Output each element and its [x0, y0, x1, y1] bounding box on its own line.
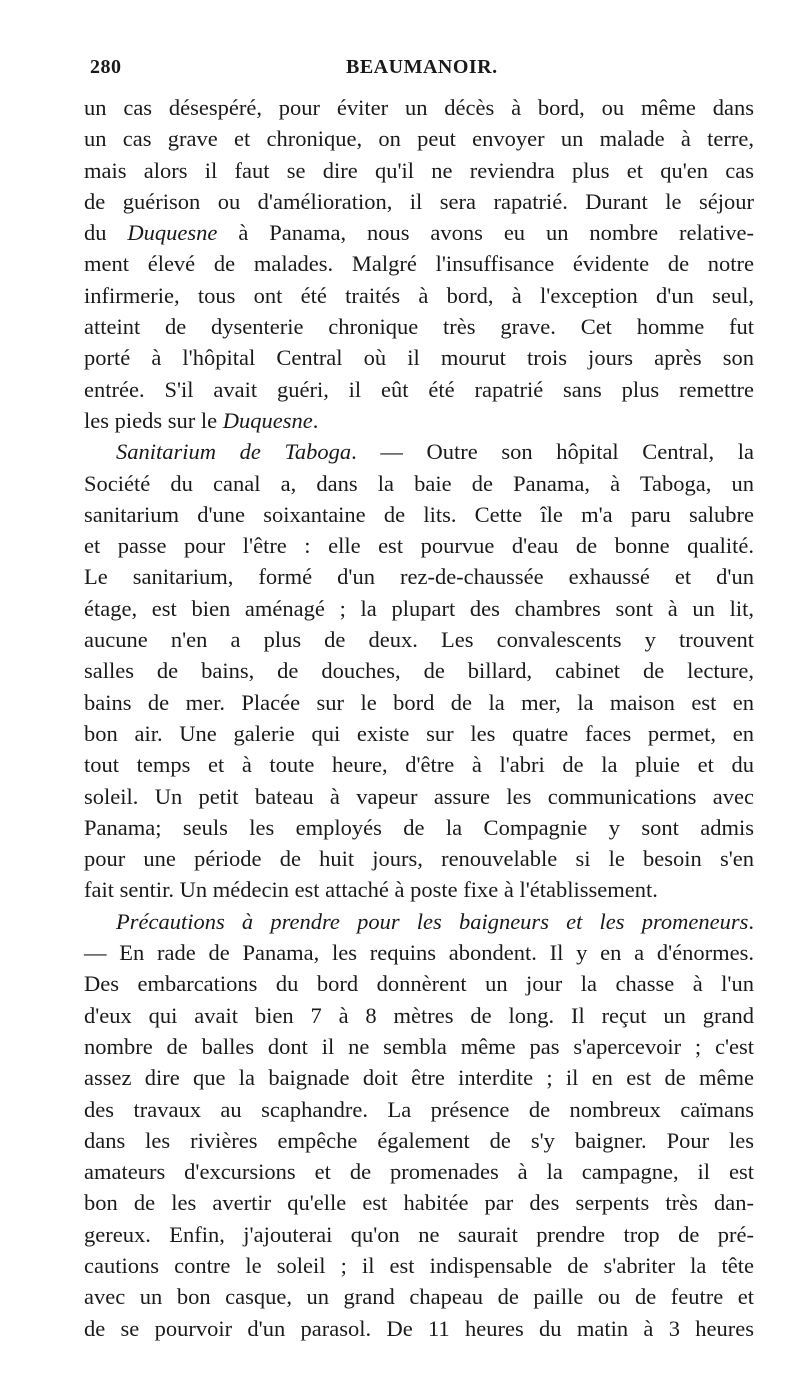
text-line: bains de mer. Placée sur le bord de la mer, la maison est en [84, 689, 754, 715]
text-line: gereux. Enfin, j'ajouterai qu'on ne saurait prendre trop de pré- [84, 1221, 754, 1247]
text-line: mais alors il faut se dire qu'il ne reviendra plus et qu'en cas [84, 157, 754, 183]
text-line: nombre de balles dont il ne sembla même pas s'apercevoir ; c'est [84, 1033, 754, 1059]
text-line: salles de bains, de douches, de billard, cabinet de lecture, [84, 658, 754, 684]
text-line: entrée. S'il avait guéri, il eût été rapatrié sans plus remettre [84, 376, 754, 402]
running-head: BEAUMANOIR. [346, 56, 498, 78]
text-line: étage, est bien aménagé ; la plupart des chambres sont à un lit, [84, 595, 754, 621]
body-text [84, 92, 754, 1344]
italic-text: Sanitarium de Taboga [116, 439, 352, 465]
text-line: bon de les avertir qu'elle est habitée par des serpents très dan- [84, 1190, 754, 1216]
text-line: de guérison ou d'amélioration, il sera rapatrié. Durant le séjour [84, 188, 754, 214]
text-line: d'eux qui avait bien 7 à 8 mètres de long. Il reçut un grand [84, 1002, 754, 1028]
line-text: . — Outre son hôpital Central, la [351, 439, 754, 465]
page-header [90, 56, 750, 86]
text-line: un cas grave et chronique, on peut envoyer un malade à terre, [84, 126, 754, 152]
line-text: les pieds sur le [84, 407, 223, 433]
text-line: cautions contre le soleil ; il est indispensable de s'abriter la tête [84, 1252, 754, 1278]
line-text: . [312, 407, 319, 433]
text-line: un cas désespéré, pour éviter un décès à bord, ou même dans [84, 95, 754, 120]
italic-text: Duquesne [222, 407, 313, 433]
italic-text: Précautions à prendre pour les baigneurs et les promeneurs [116, 908, 749, 934]
line-text: du [84, 220, 128, 246]
text-line [84, 436, 754, 467]
text-line: atteint de dysenterie chronique très grave. Cet homme fut [84, 314, 754, 340]
text-line [84, 217, 754, 248]
text-line: assez dire que la baignade doit être interdite ; il en est de même [84, 1065, 754, 1091]
text-line: des travaux au scaphandre. La présence de nombreux caïmans [84, 1096, 754, 1122]
text-line: de se pourvoir d'un parasol. De 11 heures du matin à 3 heures [84, 1315, 754, 1341]
text-line: Des embarcations du bord donnèrent un jour la chasse à l'un [84, 971, 754, 997]
text-line: aucune n'en a plus de deux. Les convalescents y trouvent [84, 627, 754, 653]
text-line: dans les rivières empêche également de s'y baigner. Pour les [84, 1127, 754, 1153]
text-line: fait sentir. Un médecin est attaché à poste fixe à l'établissement. [84, 877, 658, 903]
italic-text: Duquesne [127, 220, 218, 246]
text-line [84, 906, 754, 937]
text-line: avec un bon casque, un grand chapeau de paille ou de feutre et [84, 1284, 754, 1310]
text-line: bon air. Une galerie qui existe sur les quatre faces permet, en [84, 720, 754, 746]
line-text: . [748, 908, 754, 934]
text-line: infirmerie, tous ont été traités à bord, à l'exception d'un seul, [84, 282, 754, 308]
text-line: soleil. Un petit bateau à vapeur assure les communications avec [84, 783, 754, 809]
text-line: Le sanitarium, formé d'un rez-de-chaussée exhaussé et d'un [84, 564, 754, 590]
text-line: sanitarium d'une soixantaine de lits. Cette île m'a paru salubre [84, 501, 754, 527]
text-line [84, 405, 754, 436]
text-line: pour une période de huit jours, renouvelable si le besoin s'en [84, 846, 754, 872]
text-line: ment élevé de malades. Malgré l'insuffisance évidente de notre [84, 251, 754, 277]
text-line: porté à l'hôpital Central où il mourut trois jours après son [84, 345, 754, 371]
text-line: et passe pour l'être : elle est pourvue d'eau de bonne qualité. [84, 533, 754, 559]
text-line: amateurs d'excursions et de promenades à la campagne, il est [84, 1159, 754, 1185]
text-line: tout temps et à toute heure, d'être à l'abri de la pluie et du [84, 752, 754, 778]
page-number: 280 [90, 56, 122, 78]
text-line: Société du canal a, dans la baie de Panama, à Taboga, un [84, 470, 754, 496]
line-text: à Panama, nous avons eu un nombre relative- [217, 220, 754, 246]
text-line: — En rade de Panama, les requins abondent. Il y en a d'énormes. [84, 940, 754, 966]
text-line: Panama; seuls les employés de la Compagnie y sont admis [84, 814, 754, 840]
